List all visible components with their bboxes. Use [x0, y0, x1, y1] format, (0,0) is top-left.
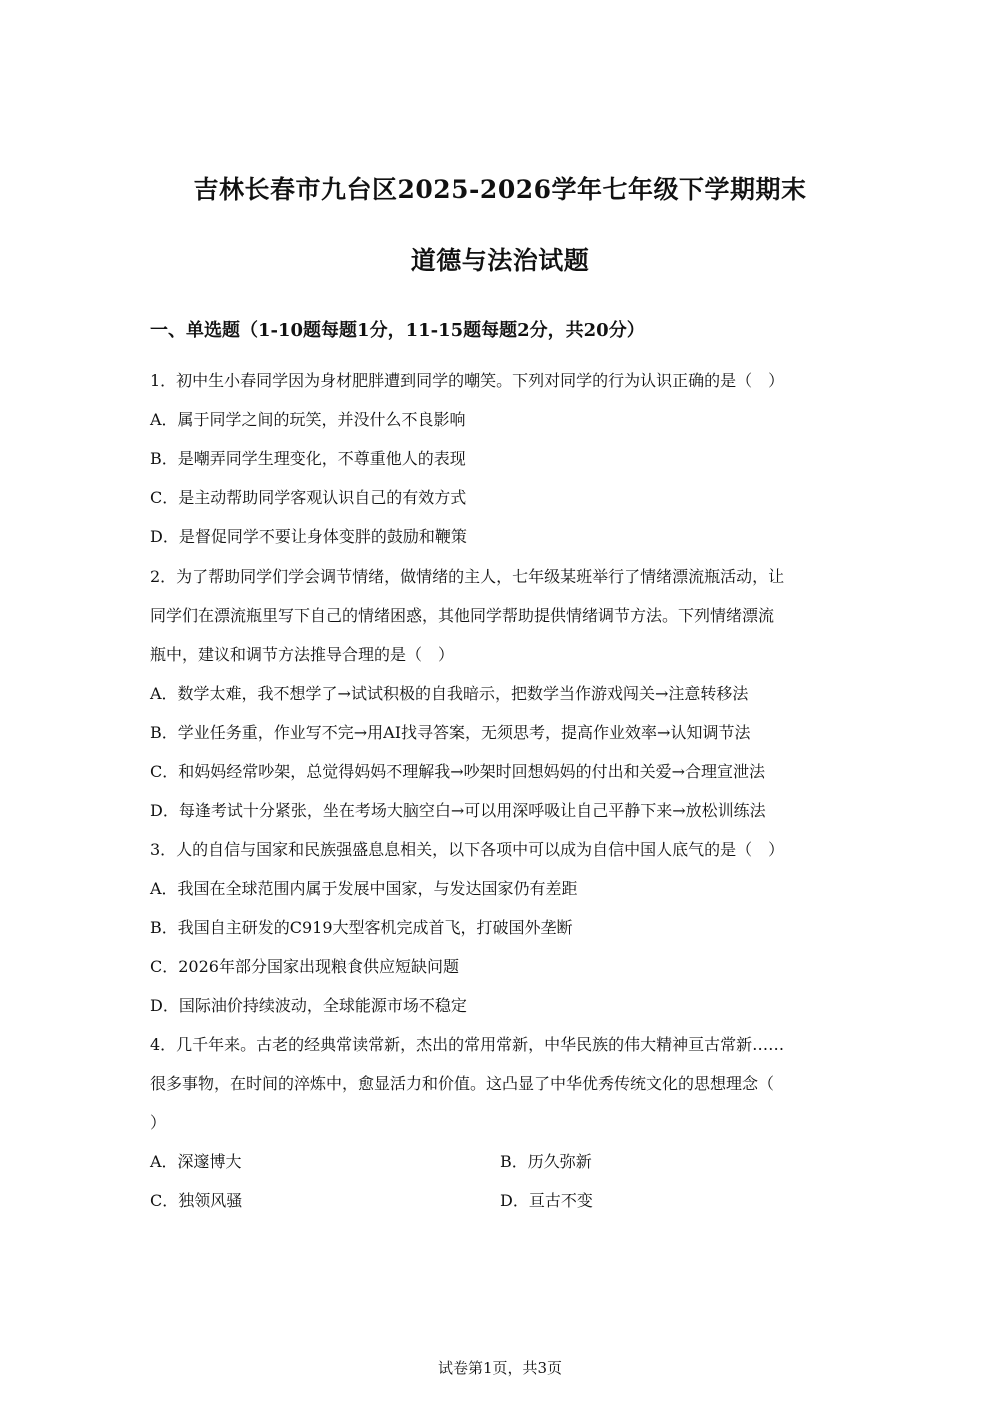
question-3-stem: 3．人的自信与国家和民族强盛息息相关，以下各项中可以成为自信中国人底气的是（ ）	[150, 840, 785, 859]
question-4-stem-line2: 很多事物，在时间的淬炼中，愈显活力和价值。这凸显了中华优秀传统文化的思想理念（	[150, 1074, 775, 1093]
question-4-option-c: C．独领风骚	[150, 1191, 243, 1210]
question-1-option-b: B．是嘲弄同学生理变化，不尊重他人的表现	[150, 449, 466, 468]
question-4-stem-line3: ）	[150, 1113, 167, 1132]
question-3-option-a: A．我国在全球范围内属于发展中国家，与发达国家仍有差距	[150, 879, 578, 898]
question-2-option-c: C．和妈妈经常吵架，总觉得妈妈不理解我→吵架时回想妈妈的付出和关爱→合理宣泄法	[150, 762, 766, 781]
page-footer: 试卷第1页，共3页	[437, 1359, 563, 1377]
question-2-option-d: D．每逢考试十分紧张，坐在考场大脑空白→可以用深呼吸让自己平静下来→放松训练法	[150, 801, 766, 820]
question-2-stem-line2: 同学们在漂流瓶里写下自己的情绪困惑，其他同学帮助提供情绪调节方法。下列情绪漂流	[150, 606, 775, 625]
question-1-stem: 1．初中生小春同学因为身材肥胖遭到同学的嘲笑。下列对同学的行为认识正确的是（ ）	[150, 371, 785, 390]
question-2-stem-line3: 瓶中，建议和调节方法推导合理的是（ ）	[150, 645, 455, 664]
question-4-stem-line1: 4．几千年来。古老的经典常读常新，杰出的常用常新，中华民族的伟大精神亘古常新……	[150, 1035, 785, 1054]
question-1-option-c: C．是主动帮助同学客观认识自己的有效方式	[150, 488, 467, 507]
question-3-option-c: C．2026年部分国家出现粮食供应短缺问题	[150, 957, 459, 976]
question-2-option-b: B．学业任务重，作业写不完→用AI找寻答案，无须思考，提高作业效率→认知调节法	[150, 723, 751, 742]
question-1-option-d: D．是督促同学不要让身体变胖的鼓励和鞭策	[150, 527, 467, 546]
question-2-stem-line1: 2．为了帮助同学们学会调节情绪，做情绪的主人，七年级某班举行了情绪漂流瓶活动，让	[150, 567, 785, 586]
exam-title-line1: 吉林长春市九台区2025-2026学年七年级下学期期末	[193, 175, 807, 204]
question-1-option-a: A．属于同学之间的玩笑，并没什么不良影响	[150, 410, 466, 429]
question-4-option-a: A．深邃博大	[150, 1152, 242, 1171]
exam-title-line2: 道德与法治试题	[410, 246, 590, 275]
question-3-option-d: D．国际油价持续波动，全球能源市场不稳定	[150, 996, 467, 1015]
question-4-option-d: D．亘古不变	[500, 1191, 593, 1210]
question-4-option-b: B．历久弥新	[500, 1152, 592, 1171]
section-heading: 一、单选题（1-10题每题1分，11-15题每题2分，共20分）	[150, 320, 645, 341]
question-3-option-b: B．我国自主研发的C919大型客机完成首飞，打破国外垄断	[150, 918, 573, 937]
question-2-option-a: A．数学太难，我不想学了→试试积极的自我暗示，把数学当作游戏闯关→注意转移法	[150, 684, 749, 703]
